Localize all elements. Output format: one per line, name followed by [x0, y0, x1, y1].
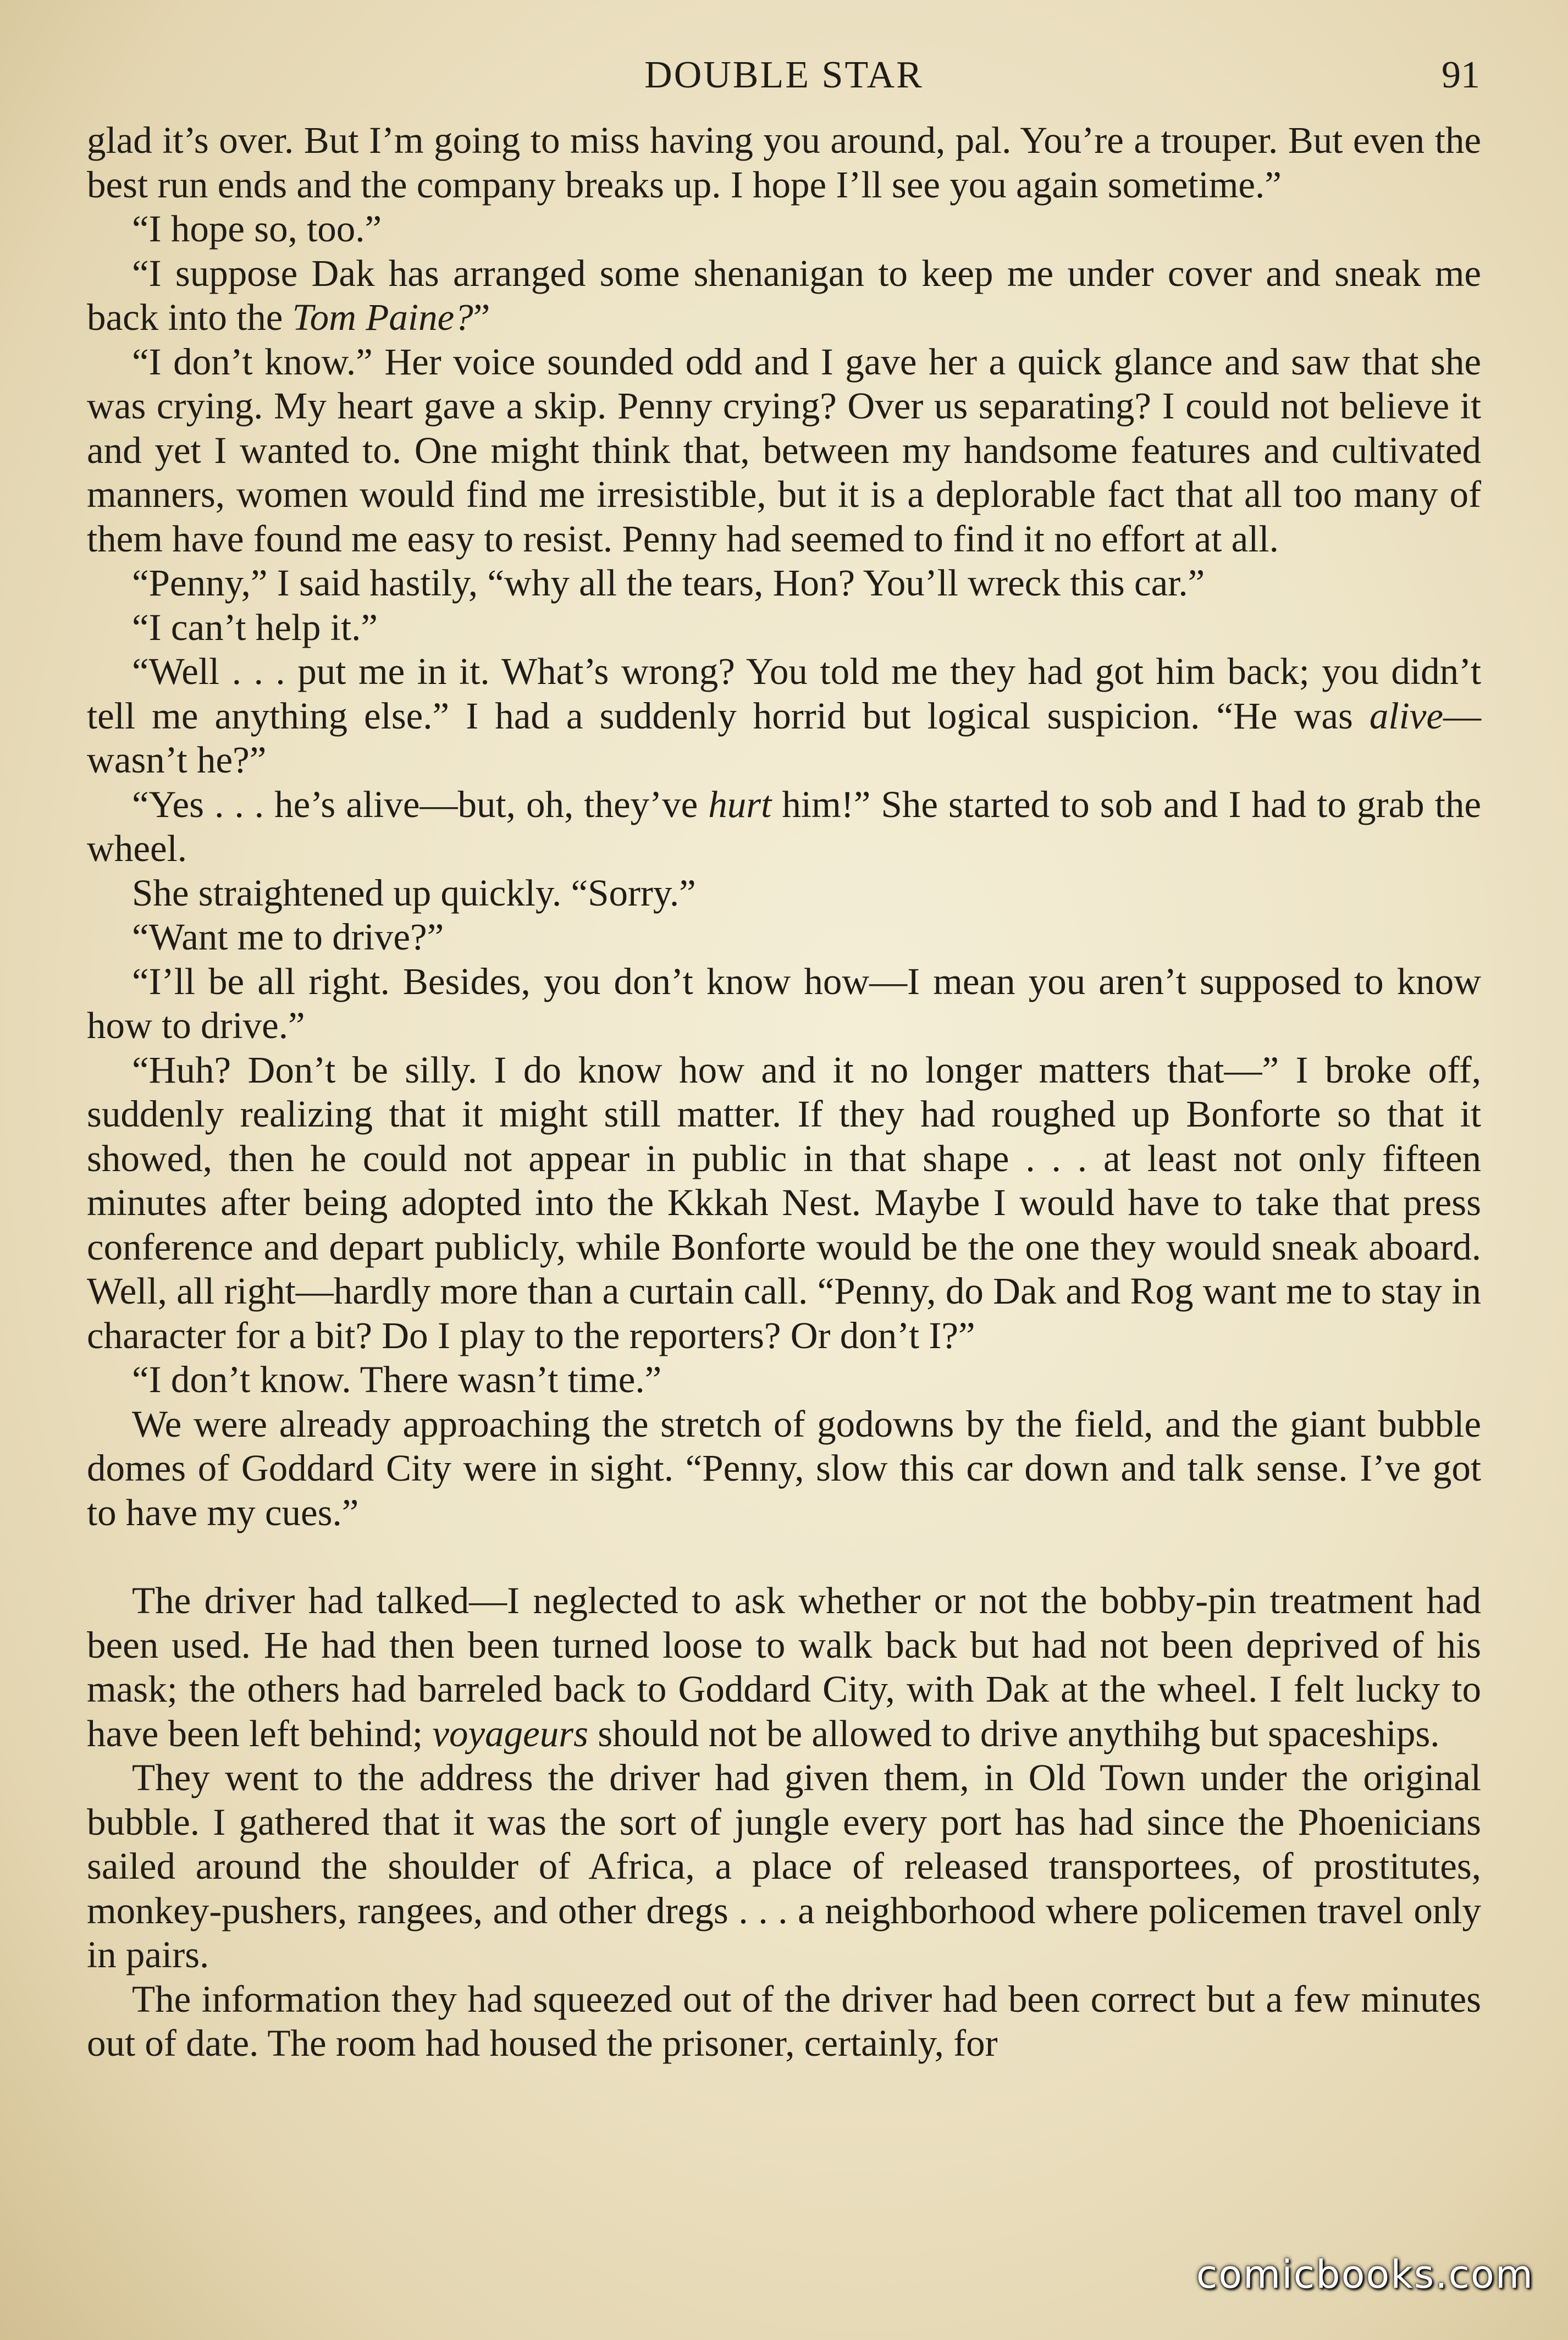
text-run: “I don’t know. There wasn’t time.”: [132, 1359, 662, 1400]
paragraph: [87, 1756, 1481, 1977]
watermark: comicbooks.com: [1196, 2252, 1534, 2297]
paragraph: [87, 959, 1481, 1048]
paragraph: [87, 605, 1481, 650]
paragraph: [87, 561, 1481, 605]
paragraph: [87, 1977, 1481, 2066]
paragraph: [87, 1402, 1481, 1535]
text-run: We were already approaching the stretch of godowns by the field, and the giant bubble domes of Goddard City were in sight. “Penny, slow this car down and talk sense. I’ve got to have my cues.”: [87, 1403, 1481, 1533]
text-run: “I hope so, too.”: [132, 208, 382, 250]
text-run: They went to the address the driver had given them, in Old Town under the original bubble. I gathered that it was the sort of jungle every port has had since the Phoenicians sailed around the shoulder of Africa, a place of released transportees, of prostitutes, monkey-pushers, rangees, and other dregs . . . a neighborhood where policemen travel only in pairs.: [87, 1757, 1481, 1975]
paragraph: [87, 1048, 1481, 1358]
body-text: [87, 118, 1481, 2066]
paragraph: [87, 1579, 1481, 1756]
text-run: him!” She started to sob and I had to grab the wheel.: [87, 783, 1481, 869]
paragraph: [87, 1357, 1481, 1402]
text-run: She straightened up quickly. “Sorry.”: [132, 871, 696, 914]
text-run: “I don’t know.” Her voice sounded odd and I gave her a quick glance and saw that she was crying. My heart gave a skip. Penny crying? Over us separating? I could not believe it and yet I wanted to. One might think that, between my handsome features and cultivated manners, women would find me irresistible, but it is a deplorable fact that all too many of them have found me easy to resist. Penny had seemed to find it no effort at all.: [87, 340, 1481, 560]
paragraph: [87, 251, 1481, 340]
paragraph: [87, 207, 1481, 251]
italic-text: hurt: [708, 783, 772, 825]
italic-text: alive: [1369, 694, 1443, 737]
paragraph: [87, 915, 1481, 959]
text-run: “I suppose Dak has arranged some shenanigan to keep me under cover and sneak me back into the: [87, 252, 1481, 338]
italic-text: Tom Paine?: [292, 296, 473, 338]
running-head: [0, 45, 1568, 106]
paragraph: [87, 649, 1481, 782]
paragraph: [87, 118, 1481, 207]
text-run: ”: [473, 296, 490, 338]
text-run: “I can’t help it.”: [132, 606, 378, 648]
page-number: 91: [1442, 54, 1480, 96]
text-run: “Want me to drive?”: [132, 916, 444, 958]
text-run: “Well . . . put me in it. What’s wrong? You told me they had got him back; you didn’t tell me anything else.” I had a suddenly horrid but logical suspicion. “He was: [87, 650, 1481, 737]
italic-text: voyageurs: [432, 1712, 589, 1754]
text-run: “Huh? Don’t be silly. I do know how and it no longer matters that—” I broke off, suddenly realizing that it might still matter. If they had roughed up Bonforte so that it showed, then he could not appear in public in that shape . . . at least not only fifteen minutes after being adopted into the Kkkah Nest. Maybe I would have to take that press conference and depart publicly, while Bonforte would be the one they would sneak aboard. Well, all right—hardly more than a curtain call. “Penny, do Dak and Rog want me to stay in character for a bit? Do I play to the reporters? Or don’t I?”: [87, 1048, 1481, 1356]
section-break: [87, 1535, 1481, 1579]
book-title: DOUBLE STAR: [644, 54, 924, 96]
text-run: “I’ll be all right. Besides, you don’t know how—I mean you aren’t supposed to know how to drive.”: [87, 960, 1481, 1046]
text-run: glad it’s over. But I’m going to miss having you around, pal. You’re a trouper. But even the best run ends and the company breaks up. I hope I’ll see you again sometime.”: [87, 119, 1481, 206]
text-run: “Penny,” I said hastily, “why all the tears, Hon? You’ll wreck this car.”: [132, 562, 1205, 604]
text-run: —wasn’t he?”: [87, 694, 1481, 781]
paragraph: [87, 871, 1481, 915]
text-run: The driver had talked—I neglected to ask whether or not the bobby-pin treatment had been used. He had then been turned loose to walk back but had not been deprived of his mask; the others had barreled back to Goddard City, with Dak at the wheel. I felt lucky to have been left behind;: [87, 1580, 1481, 1754]
text-run: The information they had squeezed out of the driver had been correct but a few minutes out of date. The room had housed the prisoner, certainly, for: [87, 1978, 1481, 2064]
text-run: should not be allowed to drive anythihg but spaceships.: [588, 1712, 1440, 1754]
paragraph: [87, 340, 1481, 561]
paragraph: [87, 782, 1481, 871]
text-run: “Yes . . . he’s alive—but, oh, they’ve: [132, 783, 709, 825]
